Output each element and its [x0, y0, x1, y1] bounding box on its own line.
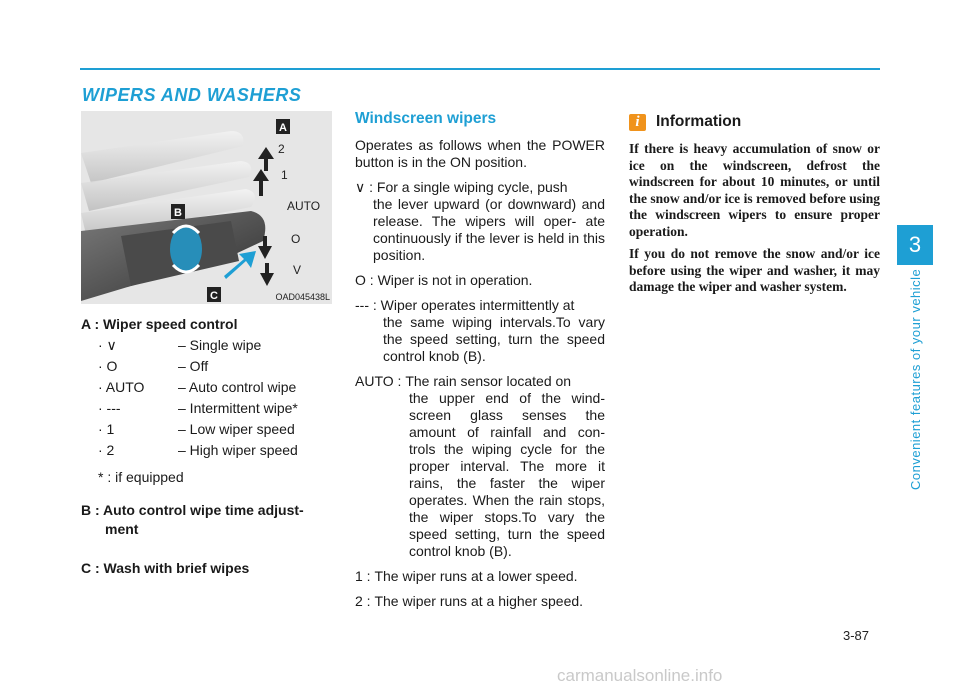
intro-text: Operates as follows when the POWER button is in the ON position. [355, 137, 605, 170]
wiper-lever-figure [81, 111, 332, 304]
def-first: The wiper runs at a lower speed. [374, 568, 578, 584]
speed-item [98, 336, 331, 355]
speed-desc: – Single wipe [178, 337, 262, 353]
information-header [629, 113, 880, 131]
pos-2: 2 [278, 142, 285, 156]
chapter-tab [897, 225, 933, 265]
top-rule [80, 68, 880, 70]
chapter-title: Convenient features of your vehicle [908, 268, 923, 490]
def-first: For a single wiping cycle, push [376, 179, 568, 195]
speed-list [81, 336, 331, 460]
info-paragraph: If you do not remove the snow and/or ice before using the wiper and washer, it may damage the wiper and washer system. [629, 246, 880, 294]
speed-item [98, 441, 331, 460]
def-rest: the lever upward (or downward) and release. The wipers will oper- ate continuously if the lever is held in this position. [373, 196, 605, 263]
info-paragraph: If there is heavy accumulation of snow or ice on the windscreen, defrost the windscreen for about 10 minutes, or until the snow and/or ice is removed before using the windscreen wipers to ensure proper operation. [629, 141, 880, 239]
chapter-side-label [904, 270, 924, 500]
letter-a: A [279, 122, 287, 134]
def-rest: the same wiping intervals.To vary the speed setting, turn the speed control knob (B). [383, 314, 605, 364]
info-icon: i [629, 114, 646, 131]
speed-desc: – Off [178, 358, 209, 374]
speed-desc: – High wiper speed [178, 442, 298, 458]
legend-column [81, 315, 331, 578]
def-auto [355, 373, 605, 560]
def-first: The wiper runs at a higher speed. [374, 593, 584, 609]
speed-item [98, 357, 331, 376]
def-key: ∨ : [355, 179, 377, 195]
def-low [355, 568, 605, 585]
figure-code: OAD045438L [275, 292, 330, 302]
speed-key: · 2 [98, 442, 115, 458]
label-b [81, 501, 331, 539]
def-key: 2 : [355, 593, 375, 609]
windscreen-wipers-column [355, 110, 605, 610]
def-high [355, 593, 605, 610]
wiper-lever-illustration [81, 111, 332, 304]
pos-auto: AUTO [287, 199, 321, 213]
pos-1: 1 [281, 168, 288, 182]
speed-desc: – Low wiper speed [178, 421, 295, 437]
equipment-note: * : if equipped [98, 469, 184, 485]
speed-key: · --- [98, 400, 121, 416]
speed-desc: – Intermittent wipe* [178, 400, 298, 416]
chapter-number: 3 [908, 232, 922, 257]
subheading: Windscreen wipers [355, 110, 497, 127]
pos-off: O [291, 232, 301, 246]
pos-single: V [293, 263, 302, 277]
speed-key: · O [98, 358, 118, 374]
label-a: A : Wiper speed control [81, 316, 238, 332]
label-c: C : Wash with brief wipes [81, 560, 250, 576]
label-b-line2: ment [105, 521, 139, 537]
letter-b: B [174, 207, 182, 219]
speed-item [98, 378, 331, 397]
letter-c: C [210, 290, 218, 302]
def-first: The rain sensor located on [405, 373, 572, 389]
page-number: 3-87 [843, 628, 870, 643]
def-key: 1 : [355, 568, 375, 584]
speed-key: · 1 [98, 421, 115, 437]
def-rest: the upper end of the wind- screen glass senses the amount of rainfall and con- trols the wiping cycle for the proper interval. The more it rains, the faster the wiper operates. When the rain stops, the wiper stops.To vary the speed setting, turn the speed control knob (B). [409, 390, 605, 559]
def-single [355, 179, 605, 264]
speed-key: · ∨ [98, 337, 117, 353]
speed-item [98, 420, 331, 439]
def-key: AUTO : [355, 373, 406, 389]
label-b-line1: B : Auto control wipe time adjust- [81, 502, 304, 518]
speed-item [98, 399, 331, 418]
speed-desc: – Auto control wipe [178, 379, 297, 395]
footer-watermark: carmanualsonline.info [557, 666, 723, 685]
speed-key: · AUTO [98, 379, 145, 395]
information-column [629, 113, 880, 302]
def-key: --- : [355, 297, 381, 313]
def-intermittent [355, 297, 605, 365]
information-title: Information [656, 113, 742, 130]
def-off [355, 272, 605, 289]
def-key: O : [355, 272, 378, 288]
def-first: Wiper is not in operation. [377, 272, 533, 288]
section-title: WIPERS AND WASHERS [82, 85, 302, 105]
def-first: Wiper operates intermittently at [380, 297, 575, 313]
